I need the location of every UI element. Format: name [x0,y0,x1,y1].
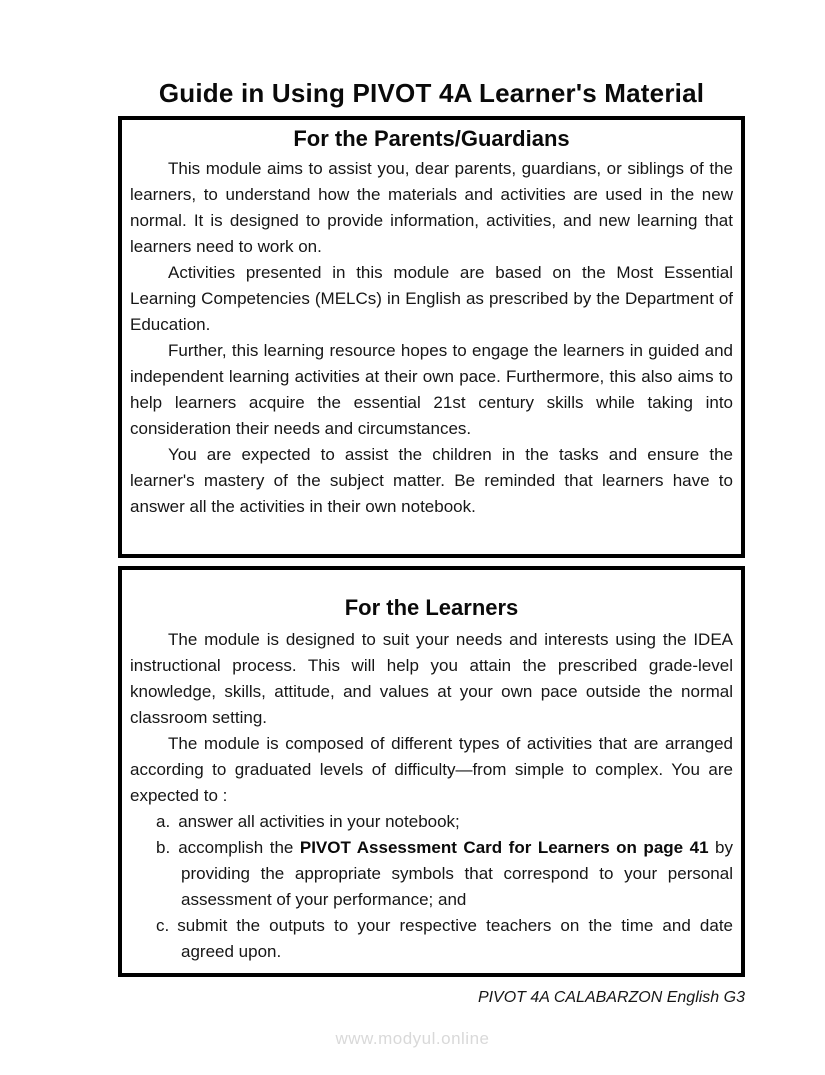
section-parents-box [118,116,745,558]
paragraph: Further, this learning resource hopes to engage the learners in guided and independent learning activities at their own pace. Furthermore, this also aims to help learners acquire the essential 21st century skills while taking into consideration their needs and circumstances. [130,341,733,438]
list-marker: a. [156,812,171,831]
list-item-b [156,835,733,913]
paragraph: You are expected to assist the children in the tasks and ensure the learner's mastery of the subject matter. Be reminded that learners have to answer all the activities in their own notebook. [130,445,733,516]
list-item-text: answer all activities in your notebook; [178,812,460,831]
list-item-text: submit the outputs to your respective teachers on the time and date agreed upon. [177,916,733,961]
page-title: Guide in Using PIVOT 4A Learner's Material [158,78,705,108]
list-item-text: by providing the appropriate symbols that correspond to your personal assessment of your performance; and [181,838,733,909]
footer-text: PIVOT 4A CALABARZON English G3 [477,989,745,1006]
section-heading-parents: For the Parents/Guardians [293,126,570,151]
paragraph: Activities presented in this module are based on the Most Essential Learning Competencies (MELCs) in English as prescribed by the Department of Education. [130,263,733,334]
instruction-list [156,809,733,965]
list-marker: c. [156,916,170,935]
section-learners-box [118,566,745,977]
list-item-c [156,913,733,965]
list-marker: b. [156,838,171,857]
watermark: www.modyul.online [335,1029,490,1048]
bold-phrase: PIVOT Assessment Card for Learners on page 41 [299,838,709,857]
list-item-a [156,809,733,835]
section-heading-learners: For the Learners [344,595,519,620]
paragraph: This module aims to assist you, dear parents, guardians, or siblings of the learners, to understand how the materials and activities are used in the new normal. It is designed to provide information, activities, and new learning that learners need to work on. [130,159,733,256]
list-item-text: accomplish the [178,838,300,857]
paragraph: The module is composed of different types of activities that are arranged according to graduated levels of difficulty—from simple to complex. You are expected to : [130,734,733,805]
paragraph: The module is designed to suit your needs and interests using the IDEA instructional process. This will help you attain the prescribed grade-level knowledge, skills, attitude, and values at your own pace outside the normal classroom setting. [130,630,733,727]
document-content [118,78,745,1007]
